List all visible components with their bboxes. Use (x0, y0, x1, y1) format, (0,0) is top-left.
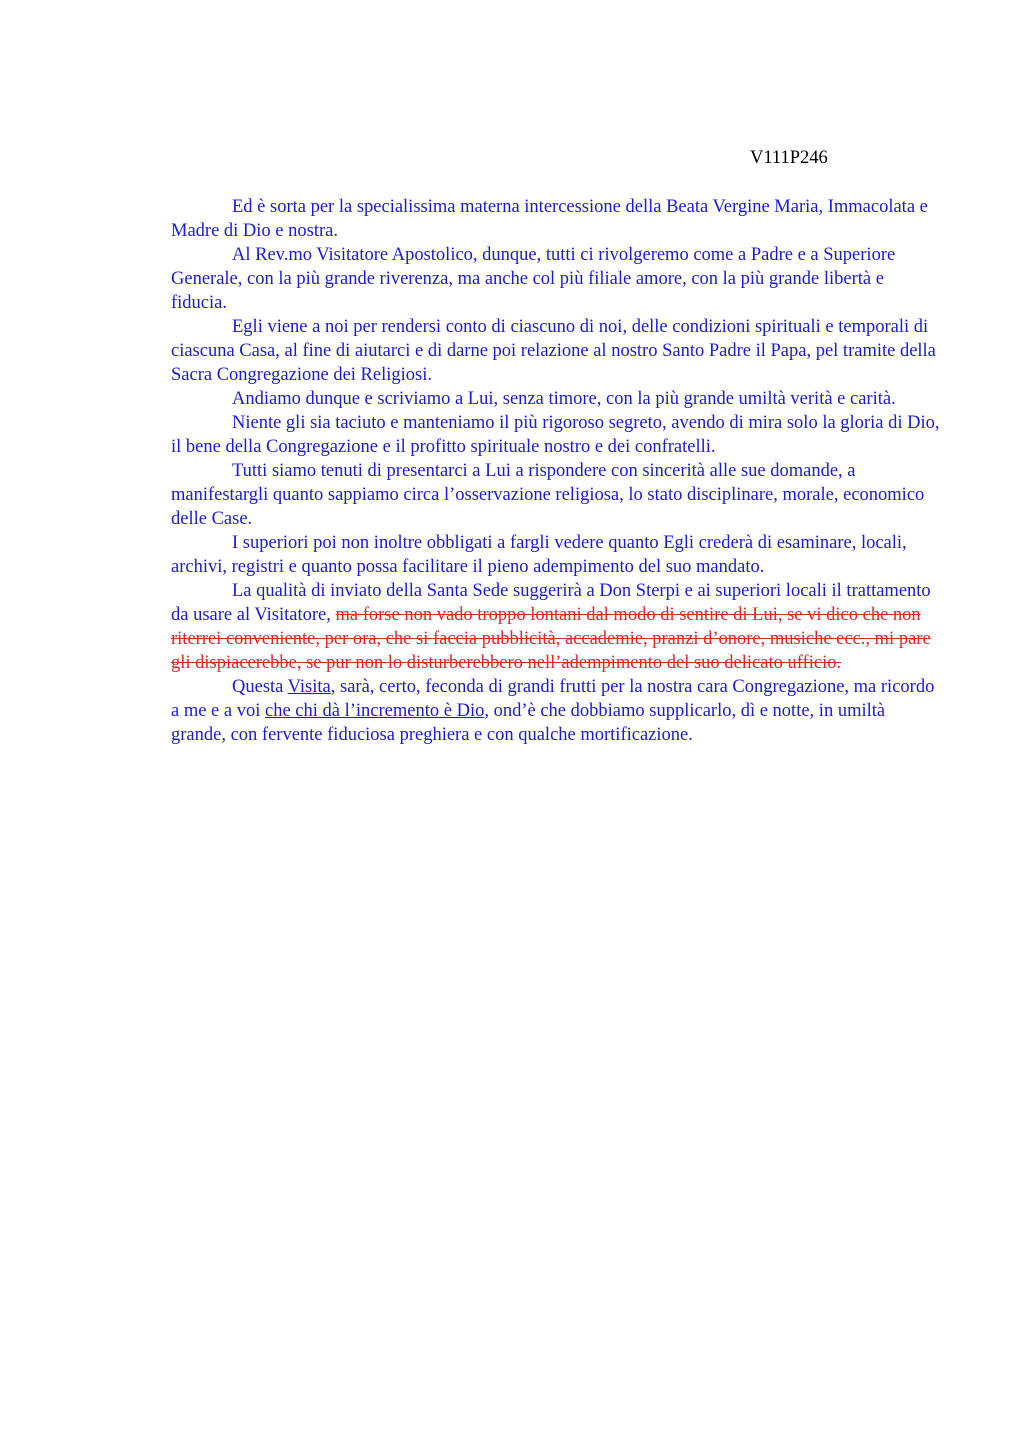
underlined-visita: Visita (287, 677, 331, 697)
paragraph-1: Ed è sorta per la specialissima materna intercessione della Beata Vergine Maria, Immacolata e Madre di Dio e nostra. (171, 197, 928, 241)
underlined-phrase: che chi dà l’incremento è Dio (265, 701, 485, 721)
paragraph-2: Al Rev.mo Visitatore Apostolico, dunque, tutti ci rivolgeremo come a Padre e a Superiore Generale, con la più grande riverenza, ma anche col più filiale amore, con la più grande libertà e fiducia. (171, 245, 896, 313)
paragraph-9-post: , ond’è che dobbiamo supplicarlo, dì e notte, in umiltà grande, con fervente fiduciosa preghiera e con qualche mortificazione. (171, 701, 886, 745)
paragraph-3: Egli viene a noi per rendersi conto di ciascuno di noi, delle condizioni spirituali e temporali di ciascuna Casa, al fine di aiutarci e di darne poi relazione al nostro Santo Padre il Papa, pel tramite della Sacra Congregazione dei Religiosi. (171, 317, 936, 385)
struck-through-passage: ma forse non vado troppo lontani dal modo di sentire di Lui, se vi dico che non riterrei conveniente, per ora, che si faccia pubblicità, accademie, pranzi d’onore, musiche ecc., mi pare gli dispiacerebbe, se pur non lo disturberebbero nell’adempimento del suo delicato ufficio. (171, 605, 931, 673)
paragraph-6: Tutti siamo tenuti di presentarci a Lui a rispondere con sincerità alle sue domande, a manifestargli quanto sappiamo circa l’osservazione religiosa, lo stato disciplinare, morale, economico delle Case. (171, 461, 925, 529)
page-code: V111P246 (750, 148, 828, 168)
paragraph-9-pre: Questa (232, 677, 288, 697)
paragraph-9 (171, 675, 941, 747)
paragraph-4: Andiamo dunque e scriviamo a Lui, senza timore, con la più grande umiltà verità e carità. (232, 389, 896, 409)
paragraph-5: Niente gli sia taciuto e manteniamo il più rigoroso segreto, avendo di mira solo la gloria di Dio, il bene della Congregazione e il profitto spirituale nostro e dei confratelli. (171, 413, 940, 457)
paragraph-7: I superiori poi non inoltre obbligati a fargli vedere quanto Egli crederà di esaminare, locali, archivi, registri e quanto possa facilitare il pieno adempimento del suo mandato. (171, 533, 907, 577)
document-body (171, 195, 941, 747)
paragraph-8 (171, 579, 941, 675)
paragraph-8-text: La qualità di inviato della Santa Sede suggerirà a Don Sterpi e ai superiori locali il trattamento da usare al Visitatore, (171, 581, 931, 625)
paragraph-9-mid: , sarà, certo, feconda di grandi frutti per la nostra cara Congregazione, ma ricordo a me e a voi (171, 677, 935, 721)
